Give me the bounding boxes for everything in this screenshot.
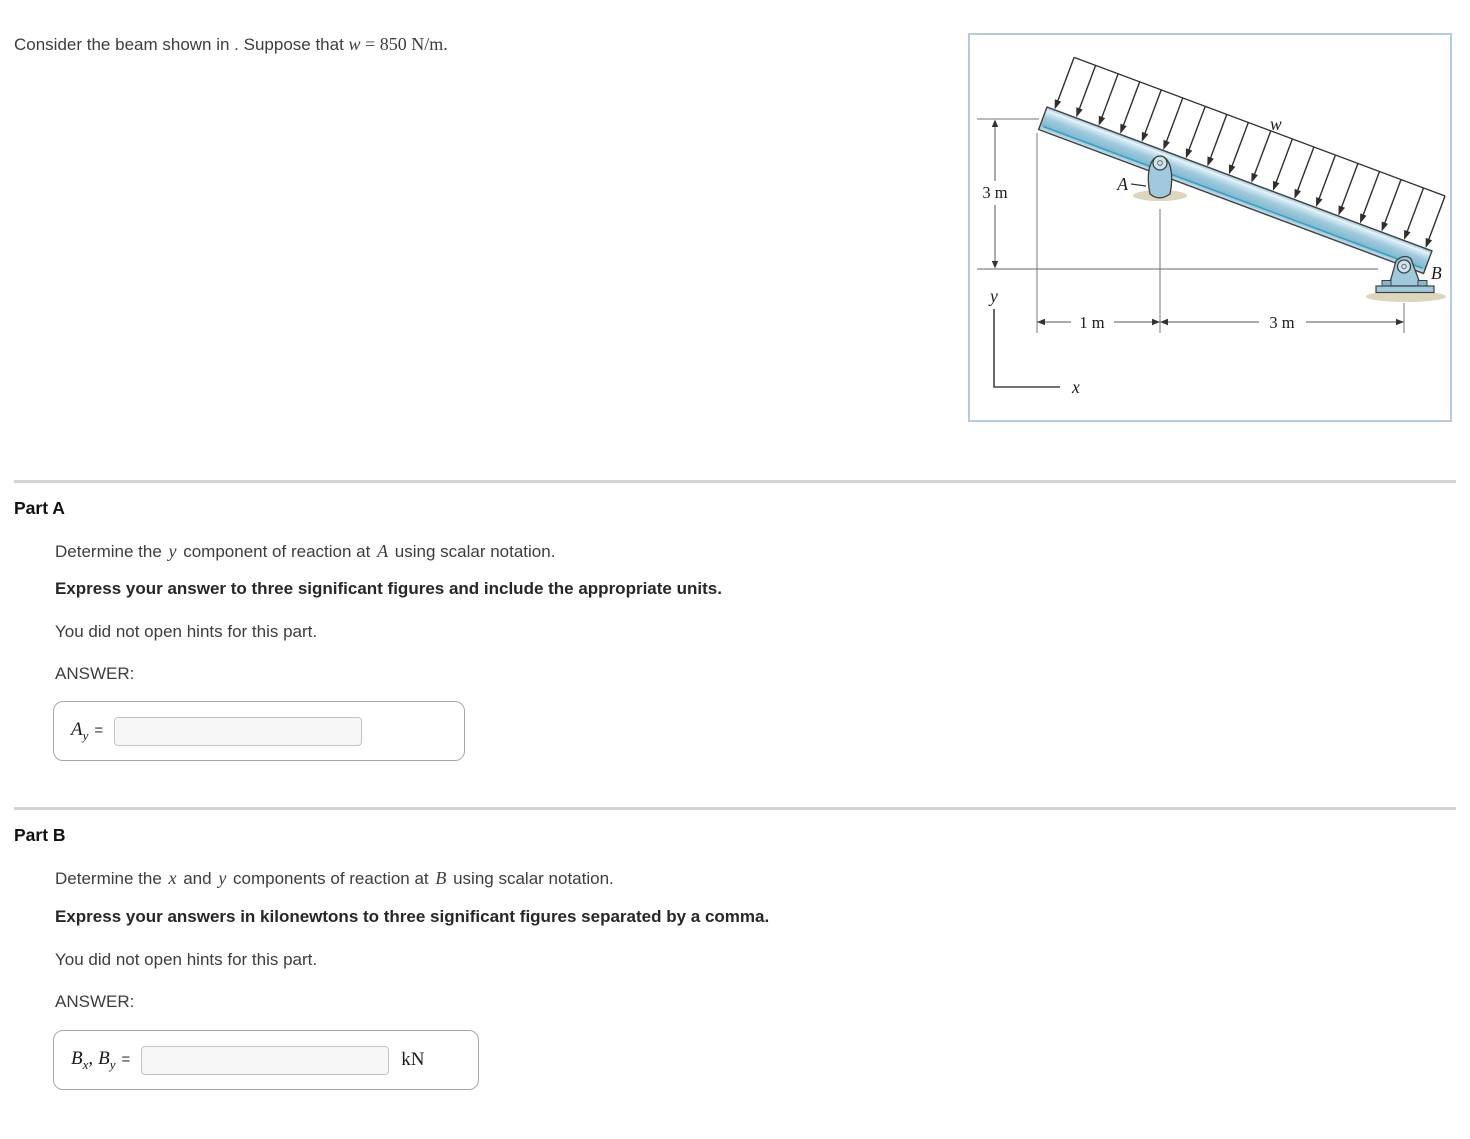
part-b-question-mid1: and <box>178 869 217 888</box>
part-b-var-b: B <box>435 868 447 888</box>
part-a-instruction: Express your answer to three significant figures and include the appropriate units. <box>55 579 722 598</box>
part-a-question-text: Determine the <box>55 542 167 561</box>
load-top-line <box>1074 57 1445 196</box>
equals-sign: = <box>94 721 104 739</box>
part-b-field-label <box>71 1048 130 1073</box>
part-a-answer-input[interactable] <box>114 717 362 746</box>
part-b-answer-box <box>53 1030 479 1090</box>
dimension-1m-horizontal <box>1037 313 1160 332</box>
part-a-question <box>55 540 555 563</box>
axis-y-label: y <box>990 286 998 306</box>
part-b-question <box>55 867 614 890</box>
dim-3m-left-label: 3 m <box>982 183 1008 202</box>
problem-statement <box>14 34 448 55</box>
part-b-var-x: x <box>168 868 177 888</box>
part-b-answer-label: ANSWER: <box>55 992 135 1011</box>
figure-beam-diagram <box>968 33 1452 422</box>
section-divider <box>14 807 1456 810</box>
coordinate-axes <box>988 286 1080 397</box>
support-b-pin <box>1366 257 1446 302</box>
equals-sign: = <box>121 1050 131 1068</box>
beam-accent-line <box>1043 126 1422 268</box>
support-b-label: B <box>1431 263 1442 283</box>
section-divider <box>14 480 1456 483</box>
part-a-var-y: y <box>168 541 177 561</box>
dimension-3m-vertical <box>982 120 1007 269</box>
part-a-question-mid: component of reaction at <box>178 542 376 561</box>
dim-3m-bottom-label: 3 m <box>1269 313 1295 332</box>
part-a-hint-status: You did not open hints for this part. <box>55 622 318 641</box>
b-subscript-y: y <box>109 1056 116 1072</box>
part-a-question-suffix: using scalar notation. <box>390 542 556 561</box>
part-b-instruction: Express your answers in kilonewtons to three significant figures separated by a comma. <box>55 907 770 926</box>
part-a-var-a: A <box>377 541 389 561</box>
part-a-answer-box <box>53 701 465 761</box>
comma-separator: , <box>88 1047 94 1069</box>
dim-1m-label: 1 m <box>1079 313 1105 332</box>
b-subscript-x: x <box>82 1056 89 1072</box>
part-b-heading: Part B <box>14 825 66 845</box>
a-subscript: y <box>82 727 89 743</box>
b-symbol-1: B <box>71 1047 83 1069</box>
part-b-question-suffix: using scalar notation. <box>448 869 614 888</box>
w-value: = 850 N/m. <box>360 34 448 54</box>
a-symbol: A <box>71 718 83 740</box>
b-symbol-2: B <box>98 1047 110 1069</box>
beam-and-load <box>1039 55 1450 274</box>
part-b-answer-input[interactable] <box>141 1046 389 1075</box>
part-b-var-y: y <box>218 868 227 888</box>
part-b-unit-label: kN <box>401 1049 425 1070</box>
part-a-answer-label: ANSWER: <box>55 664 135 683</box>
part-b-question-text: Determine the <box>55 869 167 888</box>
axis-x-label: x <box>1072 377 1080 397</box>
beam-highlight <box>1049 111 1428 253</box>
pin-b-icon <box>1398 260 1411 273</box>
dimension-3m-horizontal <box>1160 313 1404 332</box>
problem-text-prefix: Consider the beam shown in . Suppose that <box>14 35 349 54</box>
support-a-label: A <box>1117 174 1128 194</box>
part-b-hint-status: You did not open hints for this part. <box>55 950 318 969</box>
pin-a-icon <box>1153 156 1167 170</box>
part-a-heading: Part A <box>14 498 65 518</box>
load-w-label: w <box>1270 114 1282 134</box>
w-variable: w <box>348 34 361 54</box>
beam-diagram-svg <box>970 35 1450 420</box>
part-b-question-mid2: components of reaction at <box>228 869 434 888</box>
part-a-field-label <box>71 719 103 744</box>
